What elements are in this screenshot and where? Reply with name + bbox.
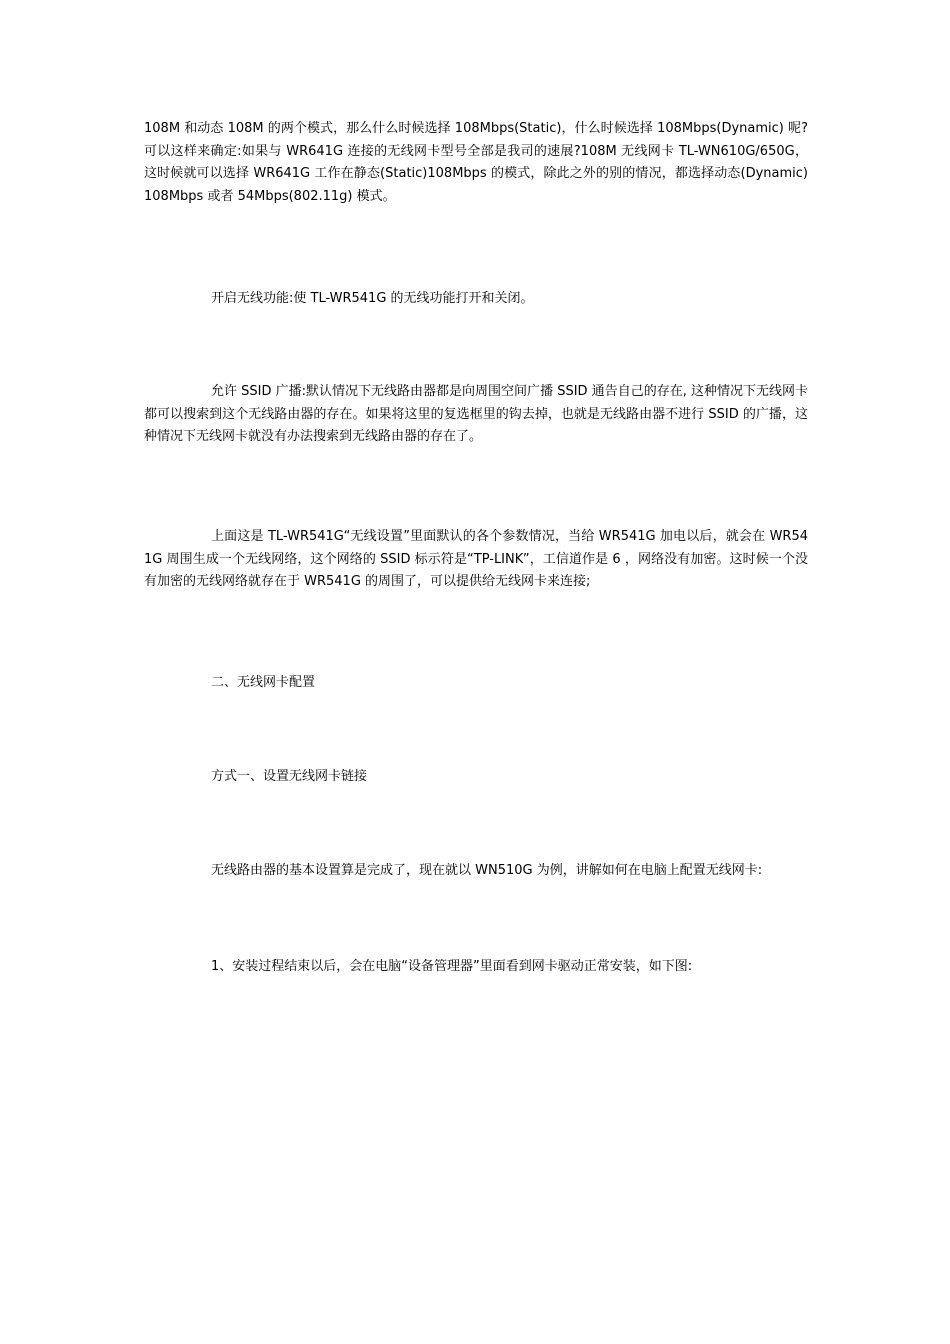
subheading-method-one: 方式一、设置无线网卡链接 [211, 769, 368, 784]
paragraph-enable-wireless: 开启无线功能:使 TL-WR541G 的无线功能打开和关闭。 [211, 291, 534, 306]
paragraph-router-setup-done: 无线路由器的基本设置算是完成了，现在就以 WN510G 为例，讲解如何在电脑上配置无线网卡: [211, 863, 763, 878]
paragraph-step-one: 1、安装过程结束以后，会在电脑“设备管理器”里面看到网卡驱动正常安装，如下图: [211, 959, 693, 974]
paragraph-default-settings: 上面这是 TL-WR541G“无线设置”里面默认的各个参数情况，当给 WR541G 加电以后，就会在 WR541G 周围生成一个无线网络，这个网络的 SSID 标示符是“TP-LINK”，工信道作是 6 ，网络没有加密。这时候一个没有加密的无线网络就存在于 WR541G 的周围了，可以提供给无线网卡来连接; [144, 529, 808, 589]
section-heading-wireless-card-config: 二、无线网卡配置 [211, 675, 316, 690]
paragraph-108m-modes: 108M 和动态 108M 的两个模式，那么什么时候选择 108Mbps(Static)，什么时候选择 108Mbps(Dynamic) 呢?可以这样来确定:如果与 WR641G 连接的无线网卡型号全部是我司的速展?108M 无线网卡 TL-WN610G/650G，这时候就可以选择 WR641G 工作在静态(Static)108Mbps 的模式，除此之外的别的情况，都选择动态(Dynamic)108Mbps 或者 54Mbps(802.11g) 模式。 [144, 121, 808, 204]
paragraph-ssid-broadcast: 允许 SSID 广播:默认情况下无线路由器都是向周围空间广播 SSID 通告自己的存在, 这种情况下无线网卡都可以搜索到这个无线路由器的存在。如果将这里的复选框里的钩去掉，也就是无线路由器不进行 SSID 的广播，这种情况下无线网卡就没有办法搜索到无线路由器的存在了。 [144, 384, 808, 444]
